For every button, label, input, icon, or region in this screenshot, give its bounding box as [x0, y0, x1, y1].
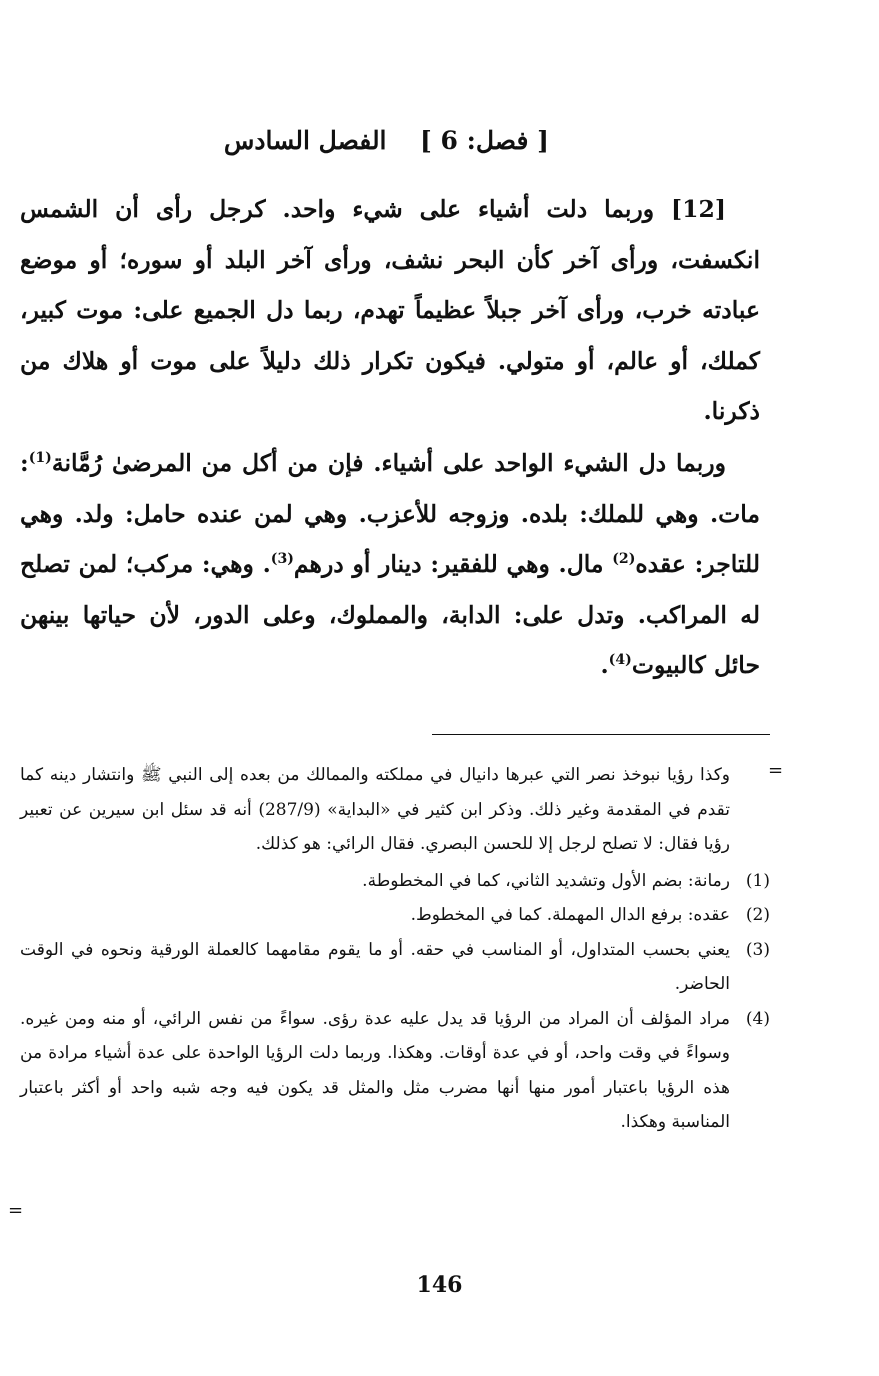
- paragraph-1-text: وربما دلت أشياء على شيء واحد. كرجل رأى أن الشمس انكسفت، ورأى آخر كأن البحر نشف، ورأى آخر البلد أو سوره؛ أو موضع عبادته خرب، ورأى آخر جبلاً عظيماً تهدم، ربما دل الجميع على: موت كبير، كملك، أو عالم، أو متولي. فيكون تكرار ذلك دليلاً على موت أو هلاك من ذكرنا.: [20, 195, 760, 425]
- heading-bracket-close: ]: [419, 126, 432, 155]
- chapter-heading: [224, 126, 549, 155]
- footnote-1-number: (1): [745, 870, 770, 891]
- footnote-2-number: (2): [745, 905, 770, 925]
- footnote-separator-rule: [432, 734, 770, 735]
- paragraph-2-part-4: . وهي: مركب؛ لمن تصلح له المراكب. وتدل على: الدابة، والمملوك، وعلى الدور، لأن حياتها بينهن حائل كالبيوت: [20, 550, 760, 679]
- footnote-4-text: مراد المؤلف أن المراد من الرؤيا قد يدل عليه عدة رؤى. سواءً من نفس الرائي، أو منه ومن غيره. وسواءً في وقت واحد، أو في عدة أوقات. وهكذا. وربما دلت الرؤيا الواحدة على عدة أشياء مرادة من هذه الرؤيا باعتبار أمور منها أنها مضرب مثل والمثل قد يكون فيه وجه شبه واحد أو أكثر باعتبار المناسبة وهكذا.: [20, 1008, 730, 1132]
- heading-number: 6: [440, 126, 458, 155]
- chapter-title: الفصل السادس: [223, 126, 387, 155]
- footnote-3-number: (3): [745, 939, 770, 960]
- continuation-mark-bottom: =: [8, 1200, 24, 1221]
- footnote-1: [20, 864, 770, 899]
- footnote-2: [20, 898, 770, 933]
- paragraph-number-tag: [12]: [671, 195, 726, 223]
- footnote-continuation: [20, 758, 770, 862]
- page-number: 146: [416, 1272, 463, 1298]
- footnotes-section: [20, 758, 770, 1140]
- footnote-1-text: رمانة: بضم الأول وتشديد الثاني، كما في المخطوطة.: [362, 870, 730, 891]
- footnote-ref-2[interactable]: (2): [612, 551, 636, 568]
- footnote-ref-4[interactable]: (4): [608, 652, 632, 669]
- footnote-continuation-text: وكذا رؤيا نبوخذ نصر التي عبرها دانيال في مملكته والممالك من بعده إلى النبي ﷺ وانتشار دينه كما تقدم في المقدمة وغير ذلك. وذكر ابن كثير في «البداية» (287/9) أنه قد سئل ابن سيرين عن تعبير رؤيا فقال: لا تصلح لرجل إلا للحسن البصري. فقال الرائي: هو كذلك.: [20, 765, 730, 854]
- footnote-ref-1[interactable]: (1): [28, 450, 52, 467]
- paragraph-2-part-5: .: [600, 651, 609, 679]
- continuation-mark-top: =: [768, 760, 784, 781]
- heading-label: فصل:: [466, 126, 529, 155]
- heading-bracket-open: [: [537, 126, 549, 155]
- footnote-4-number: (4): [745, 1008, 770, 1029]
- footnote-4: [20, 1002, 770, 1140]
- paragraph-1: [20, 184, 760, 437]
- paragraph-2-part-2: : مات. وهي للملك: بلده. وزوجه للأعزب. وهي لمن عنده حامل: ولد. وهي للتاجر: عقده: [20, 449, 760, 578]
- footnote-3: [20, 933, 770, 1002]
- footnote-3-text: يعني بحسب المتداول، أو المناسب في حقه. أو ما يقوم مقامهما كالعملة الورقية ونحوه في الوقت الحاضر.: [20, 939, 730, 994]
- footnote-ref-3[interactable]: (3): [270, 551, 294, 568]
- paragraph-2-part-1: وربما دل الشيء الواحد على أشياء. فإن من أكل من المرضىٰ رُمَّانة: [51, 449, 726, 477]
- footnote-2-text: عقده: برفع الدال المهملة. كما في المخطوط.: [410, 905, 730, 925]
- paragraph-2-part-3: مال. وهي للفقير: دينار أو درهم: [293, 550, 613, 578]
- paragraph-2: [20, 438, 760, 691]
